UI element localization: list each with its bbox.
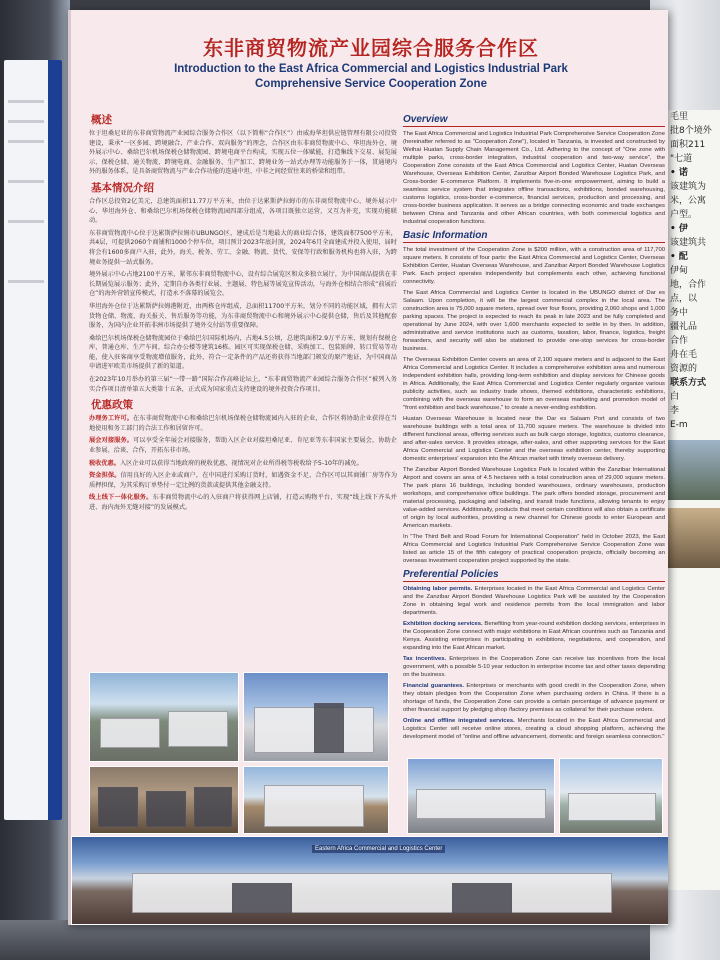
policy-text: Enterprises in the Cooperation Zone can receive tax incentives from the local government, with a possible 5-10 year reduction in enterprise income tax and other taxes depending on the business. bbox=[403, 656, 665, 678]
policy-item bbox=[89, 414, 397, 433]
shelf-shape bbox=[146, 791, 186, 827]
photo-exhibition-center bbox=[243, 672, 389, 762]
paragraph: 境外展示中心占地2100平方米，紧邻东非商贸物流中心，设有综合展览区和众多独立展厅，为中国商品提供在非长期展览展示服务；此外，定期自办各类行业展、主题展、特色展等展览宣传活动，与海外仓相结合形成“前展后仓”的海外营销宣传模式，打造永不落幕的展览会。 bbox=[89, 271, 397, 298]
text-line bbox=[8, 280, 44, 283]
building-entrance bbox=[452, 883, 512, 913]
fragment-line: 户型。 bbox=[670, 210, 698, 220]
fragment-line: 该建筑为 bbox=[670, 182, 707, 192]
paragraph: 东非商贸物流中心位于达累斯萨拉姆市UBUNGO区，建成后是当地最大的商业综合体，建筑面积7500平方米，共4层，可提供2060个商铺和1000个停车位，项目预计2023年底封顶，2024年6月全面建成并投入使用，届时将会有1600多商户入驻，此外，海关、税务、劳工、金融、物流、货代、安保等行政和服务机构也将入驻，为跨境业务提供一站式服务。 bbox=[89, 229, 397, 266]
section-heading: Preferential Policies bbox=[403, 569, 665, 582]
paragraph: The East Africa Commercial and Logistics Industrial Park Comprehensive Service Cooperation Zone (hereinafter referred to as "Cooperation Zone"), located in Tanzania, is invested and constructed by Weihai Huatan Supply Chain Management Co., Ltd. Adhering to the concept of "One zone with multiple parks, cross-border integration, industrial cooperation and two-way service", the Cooperation Zone consists of the East Africa Commercial and Logistics Center, Huatan Overseas Warehouse, Overseas Exhibition Center, Zanzibar Airport Bonded Warehouse Logistics Park, and Cross-border E-commerce Platform. It implements five-in-one empowerment, aiming to build a seamless service system that integrates offline transactions, exhibitions, bonded warehousing, customs logistics, cross-border e-commerce, financial services, production and processing, and cross-border business application. It serves as a bridge connecting economic and trade exchanges between China and Tanzania and other African countries, with both commercial logistics and industrial cooperation functions. bbox=[403, 131, 665, 225]
policy-item bbox=[403, 620, 665, 652]
policy-item bbox=[89, 436, 397, 455]
fragment-line: 伊甸 bbox=[670, 266, 689, 276]
paragraph: 合作区总投资2亿美元，总建筑面积11.77万平方米，由位于达累斯萨拉姆市的东非商贸物流中心、境外展示中心、华坦海外仓、和桑给巴尔机场保税仓储物流园四部分组成，各项目既独立运营，又互为补充，实现功能联动。 bbox=[89, 197, 397, 225]
fragment-line: 白 bbox=[670, 392, 680, 402]
text-line bbox=[8, 180, 44, 183]
policy-lead: 线上线下一体化服务。 bbox=[89, 494, 153, 502]
shelf-shape bbox=[194, 787, 232, 827]
fragment-line: • 诺 bbox=[670, 168, 688, 178]
section-heading: 概述 bbox=[91, 114, 112, 126]
fragment-photo bbox=[664, 440, 720, 500]
policy-text: 在东非商贸物流中心和桑给巴尔机场保税仓储物流园内入驻的企业，合作区将协助企业获得在当地使用和务工部门的合法工作和居留许可。 bbox=[89, 415, 397, 432]
building-shape bbox=[264, 785, 364, 827]
fragment-line: 点，以 bbox=[670, 294, 698, 304]
fragment-line: 毛里 bbox=[670, 112, 689, 122]
magazine-page bbox=[68, 10, 668, 925]
policy-item bbox=[403, 655, 665, 679]
fragment-line: E-m bbox=[670, 420, 688, 430]
policy-lead: 税收优惠。 bbox=[89, 459, 120, 467]
paragraph: The Overseas Exhibition Center covers an area of 2,100 square meters and is adjacent to the East Africa Commercial and Logistics Center. It includes a comprehensive exhibition area and numerous independent exhibition halls, providing long-term exhibition and display services for Chinese goods in Africa. Additionally, the East Africa Commercial and Logistics Center regularly organize various publicity activities, such as industry trade shows, themed exhibitions, characteristic exhibitions, combining with the overseas warehouse to form an overseas marketing and promotion model of "front exhibition and back warehouse," to create a never-ending exhibition. bbox=[403, 357, 665, 411]
title-en-line: Comprehensive Service Cooperation Zone bbox=[255, 78, 487, 90]
policy-item bbox=[403, 682, 665, 714]
fragment-line: 资源的 bbox=[670, 364, 698, 374]
text-line bbox=[8, 120, 44, 123]
section-heading: Basic Information bbox=[403, 230, 665, 243]
banner-label: Eastern Africa Commercial and Logistics Center bbox=[312, 845, 445, 853]
english-column bbox=[403, 110, 665, 790]
building-entrance bbox=[232, 883, 292, 913]
policy-text: Enterprises located in the East Africa Commercial and Logistics Center and the Zanzibar Airport Bonded Warehouse Logistics Park will be assisted by the Cooperation Zone in obtaining legal work and residence permits from the local immigration and labor departments. bbox=[403, 586, 665, 616]
page-title-en bbox=[151, 62, 591, 92]
policy-text: 入区企业可以获得当地政府的税收优惠，视情况对企业所得税等税收给予5-10年的减免。 bbox=[119, 459, 363, 467]
paragraph: The Zanzibar Airport Bonded Warehouse Logistics Park is located within the Zanzibar International Airport and covers an area of 4.5 hectares with a total construction area of 29,000 square meters. The park plans 16 buildings, including bonded warehouses, ordinary warehouses, production workshops, and comprehensive office buildings. The park offers bonded storage, procurement and material processing, packaging and labeling, and transit trade functions, allowing tenants to enjoy value-added services. Additionally, products that meet certain conditions will also obtain a certificate of origin by local authorities, providing a new channel for Chinese goods to enter European and American markets. bbox=[403, 467, 665, 529]
blue-spine bbox=[48, 60, 62, 820]
policy-lead: Financial guarantees. bbox=[403, 683, 465, 689]
policy-text: 东非商贸物流中心的入驻商户将获得网上店铺，打造云购物平台，实现“线上线下齐头并进、海内海外无缝对接”的发展模式。 bbox=[89, 494, 397, 511]
policy-item bbox=[403, 717, 665, 741]
fragment-line: 李 bbox=[670, 406, 680, 416]
photo-warehouse-interior bbox=[89, 766, 239, 834]
policy-text: Benefiting from year-round exhibition docking services, enterprises in the Cooperation Zone connect with major exhibitions in East African countries such as Tanzania and Kenya. Assisting enterprises in participating in exhibitions, negotiations, and cooperation, and expanding into the East African market. bbox=[403, 621, 665, 651]
fragment-line: 舟在毛 bbox=[670, 350, 698, 360]
fragment-line: 地，合作 bbox=[670, 280, 707, 290]
fragment-line: 批8个境外 bbox=[670, 126, 712, 136]
policy-lead: Obtaining labor permits. bbox=[403, 586, 473, 592]
policy-text: 可以享受全年展会对接服务，帮助入区企业对接坦桑尼亚、肯尼亚等东非国家主要展会，协助企业参展、洽谈、合作，开拓东非市场。 bbox=[89, 437, 397, 455]
section-heading: Overview bbox=[403, 114, 665, 127]
fragment-photo bbox=[664, 508, 720, 568]
adjacent-page-right bbox=[664, 110, 720, 890]
building-facade bbox=[132, 873, 612, 913]
paragraph: 在2023年10月举办的第三届“一带一路”国际合作高峰论坛上，“东非商贸物流产业园综合服务合作区”被列入务实合作项目清单第五大类第十五条，正式成为国家重点支持建设的境外投资合作项目。 bbox=[89, 376, 397, 393]
policy-lead: 展会对接服务。 bbox=[89, 437, 134, 445]
paragraph: The total investment of the Cooperation Zone is $200 million, with a construction area of 117,700 square meters. It consists of four parts: the East Africa Commercial and Logistics Center, Overseas Exhibition Center, Huatan Overseas Warehouse, and Zanzibar Airport Bonded Warehouse Logistics Park. Each project operates independently but complements each other, achieving functional connectivity. bbox=[403, 247, 665, 285]
fragment-line: • 配 bbox=[670, 252, 688, 262]
paragraph: In "The Third Belt and Road Forum for International Cooperation" held in October 2023, the East Africa Commercial and Logistics Industrial Park Comprehensive Service Cooperation Zone was listed as article 15 of the fifth category of practical cooperation projects, officially becoming an overseas investment cooperation project supported by the state. bbox=[403, 534, 665, 564]
fragment-line: 面积211 bbox=[670, 140, 706, 150]
building-shape bbox=[100, 718, 160, 748]
photo-logistics-park bbox=[407, 758, 555, 834]
policy-lead: 办理务工许可。 bbox=[89, 415, 134, 423]
text-line bbox=[8, 140, 44, 143]
paragraph: 华坦海外仓位于达累斯萨拉姆港附近，由两栋仓库组成，总面积11700平方米，划分不同的功能区域，拥有大宗货物仓储、物流、海关报关、售后服务等功能，为东非商贸物流中心和境外展示中心提供仓储，售后及其他配套服务，为国内企业开拓非洲市场提供了境外交付站等重要保障。 bbox=[89, 302, 397, 330]
building-shape bbox=[568, 793, 656, 821]
building-shape bbox=[416, 789, 546, 819]
photo-airport-park bbox=[559, 758, 663, 834]
fragment-line: 联系方式 bbox=[670, 378, 707, 388]
fragment-line: 合作 bbox=[670, 336, 689, 346]
paragraph: 桑给巴尔机场保税仓储物流园位于桑给巴尔国际机场内，占地4.5公顷，总建筑面积2.9万平方米，规划有保税仓库、普通仓库、生产车间、综合办公楼等建筑16栋。园区可实现保税仓储、采购加工、包装贴牌、转口贸易等功能，使入驻客商享受物流增值服务，此外，符合一定条件的产品还将获得当地部门颁发的原产地证，为中国商品申请进军欧美市场提供了新的渠道。 bbox=[89, 334, 397, 371]
fragment-line: 该建筑共 bbox=[670, 238, 707, 248]
policy-text: Enterprises or merchants with good credit in the Cooperation Zone, when they obtain pledges from the Cooperation Zone when purchasing orders in China. If there is a shortage of funds, the Cooperation Zone can provide a certain percentage of advance payment or other financial support by pledging shop /factory premises as collateral for their purchase orders. bbox=[403, 683, 665, 713]
title-en-line: Introduction to the East Africa Commercial and Logistics Industrial Park bbox=[174, 63, 568, 75]
policy-item bbox=[89, 493, 397, 512]
policy-lead: 资金担保。 bbox=[89, 472, 121, 480]
desk-background-bottom bbox=[0, 920, 720, 960]
policy-item bbox=[89, 459, 397, 469]
fragment-line: "七道 bbox=[670, 154, 693, 164]
policy-lead: Exhibition docking services. bbox=[403, 621, 483, 627]
section-heading: 优惠政策 bbox=[91, 399, 133, 412]
page-title-zh: 东非商贸物流产业园综合服务合作区 bbox=[203, 36, 539, 60]
fragment-line: 疆礼品 bbox=[670, 322, 698, 332]
photo-construction-site bbox=[89, 672, 239, 762]
fragment-line: 米，公寓 bbox=[670, 196, 707, 206]
adjacent-magazine-left bbox=[4, 60, 62, 820]
policy-lead: Online and offline integrated services. bbox=[403, 718, 515, 724]
photo-banner-commercial-center bbox=[71, 836, 668, 925]
fragment-line: 务中 bbox=[670, 308, 689, 318]
building-shape bbox=[168, 711, 228, 747]
building-shape bbox=[314, 703, 344, 753]
policy-lead: Tax incentives. bbox=[403, 656, 447, 662]
fragment-line: • 伊 bbox=[670, 224, 688, 234]
shelf-shape bbox=[98, 787, 138, 827]
policy-item bbox=[89, 471, 397, 490]
section-heading: 基本情况介绍 bbox=[91, 181, 154, 194]
policy-text: 信用良好的入区企业或商户，在中国进行采购订货时，如遇资金不足，合作区可以其商铺厂房等作为质押担保，为其采购订单垫付一定比例的货款或提供其他金融支持。 bbox=[89, 472, 397, 489]
photo-office-building bbox=[243, 766, 389, 834]
paragraph: The East Africa Commercial and Logistics Center is located in the UBUNGO district of Dar es Salaam. Upon completion, it will be the largest commercial complex in the local area. The construction area is 75,000 square meters, spread over four floors, providing 2,060 shops and 1,000 parking spaces. The project is expected to reach its peak in late 2023 and be fully completed and operational by June 2024, with over 1,600 merchants expected to settle in by then. In addition, administrative and service institutions such as customs, taxation, labor, finance, logistics, freight forwarders, and security will also be stationed to provide one-stop services for cross-border business. bbox=[403, 290, 665, 352]
text-line bbox=[8, 100, 44, 103]
paragraph: 位于坦桑尼亚的东非商贸物流产业园综合服务合作区（以下简称“合作区”）由威海华坦供应链管理有限公司投资建设，秉承“一区多园、跨境融合、产业合作、双向服务”的理念，合作区由东非商贸物流中心、华坦海外仓、境外展示中心、桑给巴尔机场保税仓储物流园、跨境电商平台构成，实现五位一体赋能，打造集线下交易、展览展示、保税仓储、通关物流、跨境电商、金融服务、生产加工、跨境业务一站式办理等功能服务于一体，贯通境内外的服务体系，是具备商贸物流与产业合作功能的连通中坦、中非之间经贸往来的桥梁和纽带。 bbox=[89, 130, 397, 176]
policy-text: Merchants located in the East Africa Commercial and Logistics Center will receive online stores, creating a cloud shopping platform, achieving the development model of "online and offline advancement, domestic and foreign seamless connection." bbox=[403, 718, 665, 740]
policy-item bbox=[403, 585, 665, 617]
text-line bbox=[8, 220, 44, 223]
chinese-column bbox=[89, 110, 397, 670]
paragraph: Huatan Overseas Warehouse is located near the Dar es Salaam Port and consists of two warehouse buildings with a total area of 11,700 square meters. The warehouse is divided into different functional areas, offering services such as bulk cargo storage, logistics, customs clearance, and after-sales service. It provides storage, after-sales, and other supporting services for the East Africa Commercial and Logistics Center and the overseas exhibition center, thereby supporting domestic enterprises' expansion into the African market with timely overseas delivery. bbox=[403, 416, 665, 462]
